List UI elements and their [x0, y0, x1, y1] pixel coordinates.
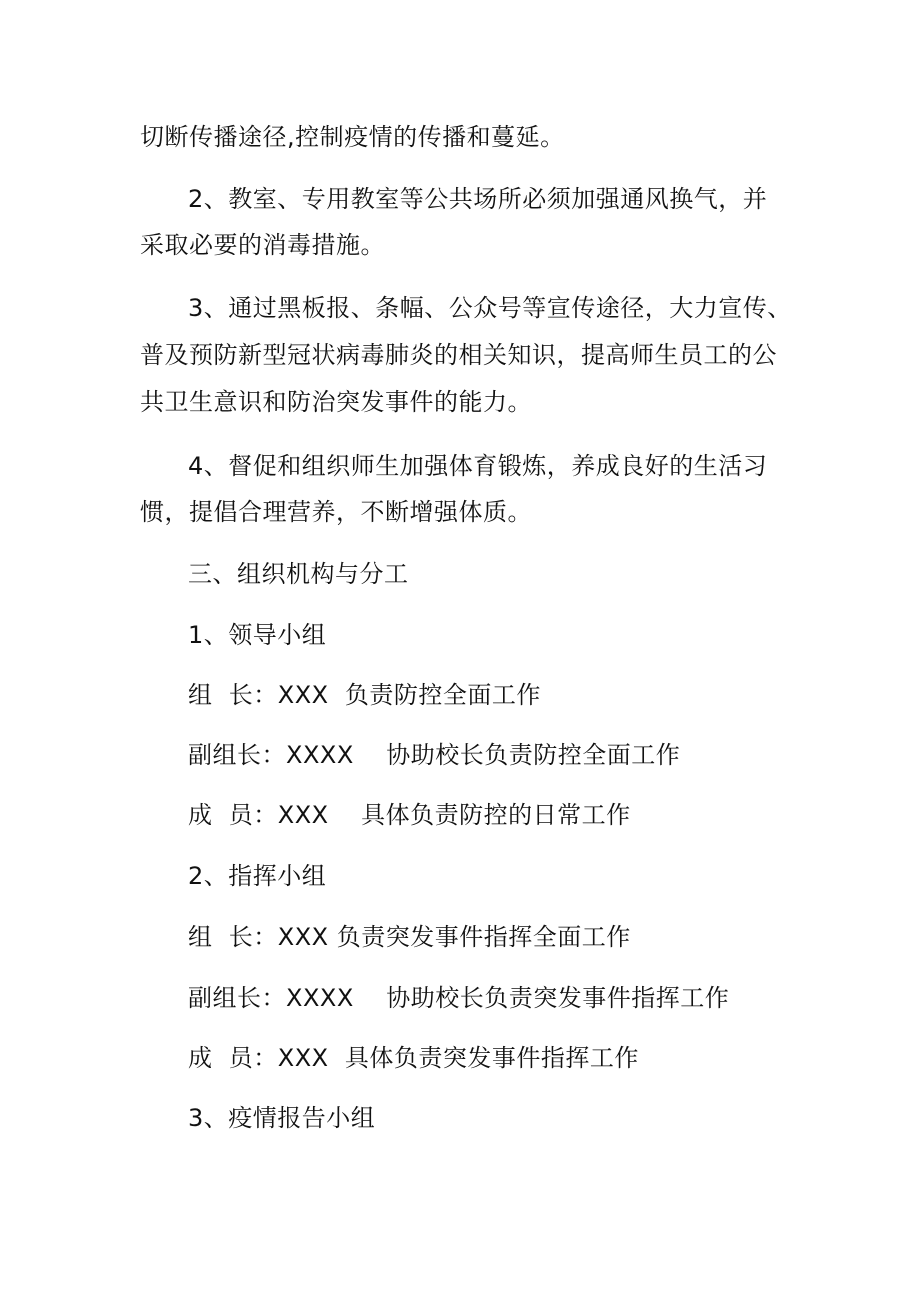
subsection-heading: 1、领导小组	[188, 621, 327, 649]
roster-line: 成 员：XXX 具体负责突发事件指挥工作	[188, 1044, 639, 1072]
roster-line: 副组长：XXXX 协助校长负责防控全面工作	[188, 741, 681, 769]
paragraph-line: 2、教室、专用教室等公共场所必须加强通风换气，并	[188, 185, 768, 213]
roster-line: 成 员：XXX 具体负责防控的日常工作	[188, 801, 631, 829]
subsection-heading: 2、指挥小组	[188, 862, 327, 890]
roster-line: 组 长：XXX 负责突发事件指挥全面工作	[188, 923, 631, 951]
paragraph-line: 4、督促和组织师生加强体育锻炼，养成良好的生活习	[188, 452, 768, 480]
paragraph-line: 切断传播途径,控制疫情的传播和蔓延。	[140, 123, 565, 151]
paragraph-line: 采取必要的消毒措施。	[140, 231, 385, 259]
roster-line: 组 长：XXX 负责防控全面工作	[188, 681, 541, 709]
paragraph-line: 3、通过黑板报、条幅、公众号等宣传途径，大力宣传、	[188, 294, 792, 322]
paragraph-line: 共卫生意识和防治突发事件的能力。	[140, 388, 532, 416]
roster-line: 副组长：XXXX 协助校长负责突发事件指挥工作	[188, 984, 730, 1012]
paragraph-line: 惯，提倡合理营养，不断增强体质。	[140, 498, 532, 526]
section-heading: 三、组织机构与分工	[188, 560, 409, 588]
paragraph-line: 普及预防新型冠状病毒肺炎的相关知识，提高师生员工的公	[140, 341, 777, 369]
subsection-heading: 3、疫情报告小组	[188, 1104, 376, 1132]
